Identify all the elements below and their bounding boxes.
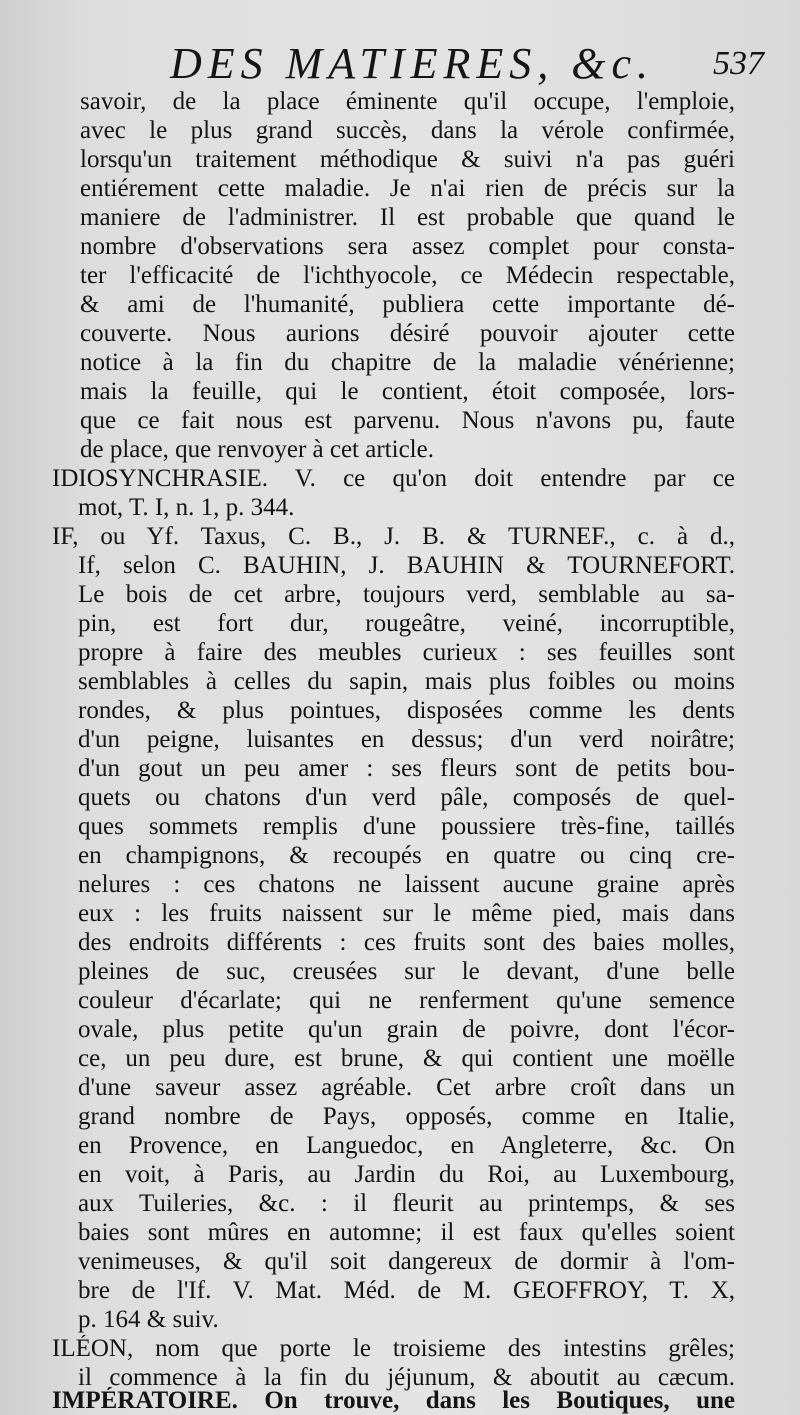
text-line: ques sommets remplis d'une poussiere très-fine, taillés bbox=[78, 813, 735, 840]
text-line: p. 164 & suiv. bbox=[78, 1306, 219, 1333]
text-line: ovale, plus petite qu'un grain de poivre, dont l'écor- bbox=[78, 1016, 735, 1043]
text-line: en Provence, en Languedoc, en Angleterre, &c. On bbox=[78, 1132, 735, 1159]
text-line: If, selon C. BAUHIN, J. BAUHIN & TOURNEFORT. bbox=[78, 552, 735, 579]
text-line: en voit, à Paris, au Jardin du Roi, au Luxembourg, bbox=[78, 1161, 735, 1188]
text-line: d'un peigne, luisantes en dessus; d'un verd noirâtre; bbox=[78, 726, 735, 753]
text-line: couverte. Nous aurions désiré pouvoir ajouter cette bbox=[80, 320, 735, 347]
text-line: bre de l'If. V. Mat. Méd. de M. GEOFFROY, T. X, bbox=[78, 1277, 735, 1304]
text-line: pleines de suc, creusées sur le devant, d'une belle bbox=[78, 958, 735, 985]
text-line: entiérement cette maladie. Je n'ai rien de précis sur la bbox=[80, 175, 735, 202]
text-line: il commence à la fin du jéjunum, & aboutit au cæcum. bbox=[78, 1364, 735, 1391]
text-line: nombre d'observations sera assez complet pour consta- bbox=[80, 233, 735, 260]
text-line: nelures : ces chatons ne laissent aucune graine après bbox=[78, 871, 735, 898]
text-line: notice à la fin du chapitre de la maladie vénérienne; bbox=[80, 349, 735, 376]
text-line: en champignons, & recoupés en quatre ou cinq cre- bbox=[78, 842, 735, 869]
text-line: de place, que renvoyer à cet article. bbox=[80, 436, 434, 463]
entry-heading-line: ILÉON, nom que porte le troisieme des intestins grêles; bbox=[52, 1335, 735, 1362]
text-line: mot, T. I, n. 1, p. 344. bbox=[78, 494, 295, 521]
text-line: Le bois de cet arbre, toujours verd, semblable au sa- bbox=[78, 581, 735, 608]
text-line: propre à faire des meubles curieux : ses feuilles sont bbox=[78, 639, 735, 666]
text-line: eux : les fruits naissent sur le même pied, mais dans bbox=[78, 900, 735, 927]
text-line: ter l'efficacité de l'ichthyocole, ce Médecin respectable, bbox=[80, 262, 735, 289]
text-line: & ami de l'humanité, publiera cette importante dé- bbox=[80, 291, 735, 318]
entry-heading-line: IDIOSYNCHRASIE. V. ce qu'on doit entendre par ce bbox=[52, 465, 735, 492]
text-line: quets ou chatons d'un verd pâle, composés de quel- bbox=[78, 784, 735, 811]
text-line: lorsqu'un traitement méthodique & suivi n'a pas guéri bbox=[80, 146, 735, 173]
text-line: couleur d'écarlate; qui ne renferment qu'une semence bbox=[78, 987, 735, 1014]
entry-heading-line: IMPÉRATOIRE. On trouve, dans les Boutiques, une bbox=[52, 1387, 735, 1414]
text-line: aux Tuileries, &c. : il fleurit au printemps, & ses bbox=[78, 1190, 735, 1217]
text-line: maniere de l'administrer. Il est probable que quand le bbox=[80, 204, 735, 231]
text-line: semblables à celles du sapin, mais plus foibles ou moins bbox=[78, 668, 735, 695]
text-line: savoir, de la place éminente qu'il occupe, l'emploie, bbox=[80, 88, 735, 115]
text-line: que ce fait nous est parvenu. Nous n'avons pu, faute bbox=[80, 407, 735, 434]
text-line: rondes, & plus pointues, disposées comme les dents bbox=[78, 697, 735, 724]
text-line: baies sont mûres en automne; il est faux qu'elles soient bbox=[78, 1219, 735, 1246]
page-number: 537 bbox=[713, 45, 764, 82]
text-line: pin, est fort dur, rougeâtre, veiné, incorruptible, bbox=[78, 610, 735, 637]
text-line: d'une saveur assez agréable. Cet arbre croît dans un bbox=[78, 1074, 735, 1101]
text-line: des endroits différents : ces fruits sont des baies molles, bbox=[78, 929, 735, 956]
running-head bbox=[170, 38, 770, 90]
text-line: grand nombre de Pays, opposés, comme en Italie, bbox=[78, 1103, 735, 1130]
text-line: avec le plus grand succès, dans la vérole confirmée, bbox=[80, 117, 735, 144]
text-line: venimeuses, & qu'il soit dangereux de dormir à l'om- bbox=[78, 1248, 735, 1275]
entry-heading-line: IF, ou Yf. Taxus, C. B., J. B. & TURNEF., c. à d., bbox=[52, 523, 735, 550]
text-line: mais la feuille, qui le contient, étoit composée, lors- bbox=[80, 378, 735, 405]
running-title: DES MATIERES, &c. bbox=[170, 39, 655, 88]
text-line: d'un gout un peu amer : ses fleurs sont de petits bou- bbox=[78, 755, 735, 782]
text-line: ce, un peu dure, est brune, & qui contient une moëlle bbox=[78, 1045, 735, 1072]
